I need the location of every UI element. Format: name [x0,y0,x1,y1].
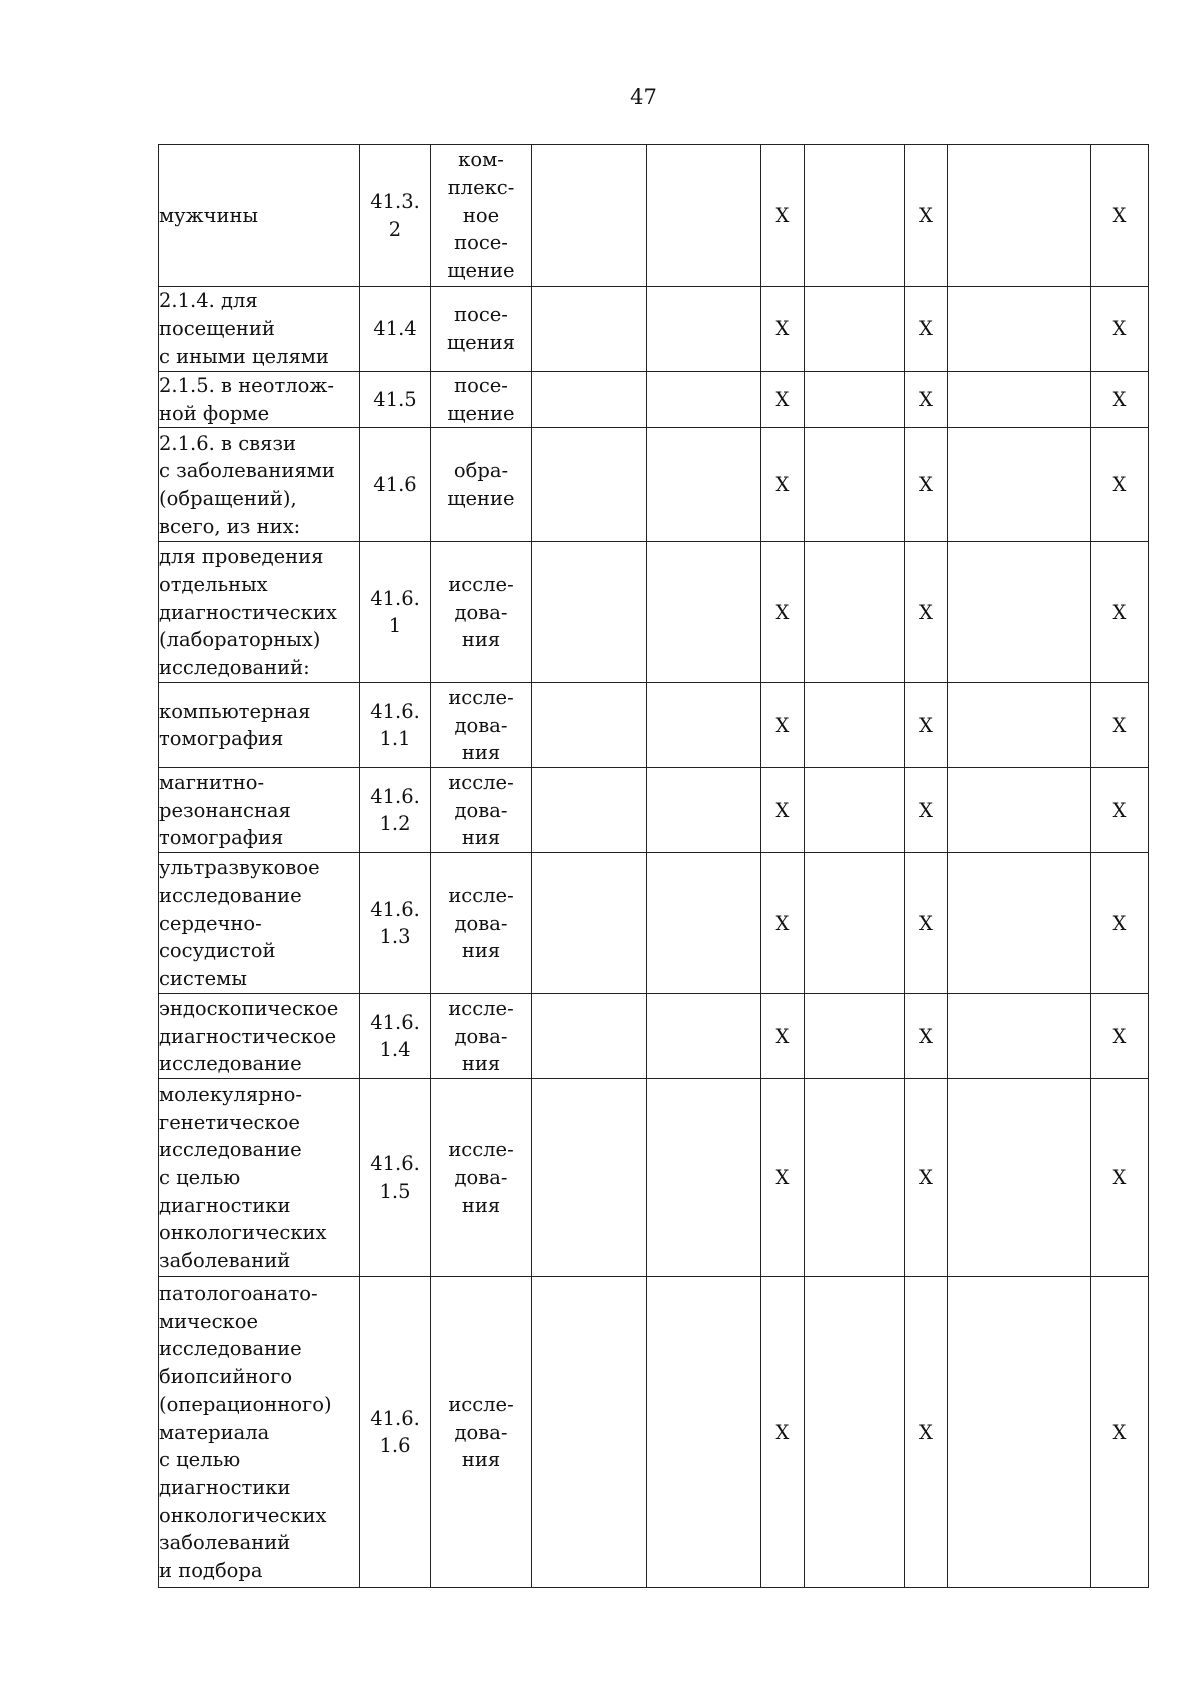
row-name-cell: магнитно- резонансная томография [159,768,360,853]
value-cell: X [1091,145,1149,287]
row-code-cell: 41.3. 2 [360,145,431,287]
value-cell: X [905,372,948,428]
value-cell [532,994,647,1079]
row-name-cell: патологоанато- мическое исследование биопсийного (операционного) материала с целью диагностики онкологических заболеваний и подбора [159,1277,360,1588]
value-cell [532,542,647,683]
table-row [159,768,1149,853]
value-cell [647,287,761,372]
value-cell: X [905,1277,948,1588]
value-cell: X [761,287,805,372]
row-unit-cell: иссле- дова- ния [431,994,532,1079]
table-row [159,287,1149,372]
row-unit-cell: иссле- дова- ния [431,683,532,768]
value-cell [647,1079,761,1277]
row-code-cell: 41.6. 1.4 [360,994,431,1079]
table-row [159,145,1149,287]
row-unit-cell: иссле- дова- ния [431,542,532,683]
row-code-cell: 41.6. 1.5 [360,1079,431,1277]
value-cell: X [1091,287,1149,372]
row-name-cell: 2.1.4. для посещений с иными целями [159,287,360,372]
row-name-cell: мужчины [159,145,360,287]
table-row [159,994,1149,1079]
value-cell: X [1091,428,1149,542]
row-unit-cell: посе- щение [431,372,532,428]
value-cell: X [905,683,948,768]
row-code-cell: 41.5 [360,372,431,428]
row-code-cell: 41.4 [360,287,431,372]
value-cell: X [761,994,805,1079]
value-cell [948,1277,1091,1588]
row-unit-cell: иссле- дова- ния [431,768,532,853]
value-cell [532,683,647,768]
value-cell: X [1091,1079,1149,1277]
value-cell [948,145,1091,287]
value-cell [647,994,761,1079]
value-cell: X [761,428,805,542]
row-code-cell: 41.6. 1.6 [360,1277,431,1588]
value-cell [532,768,647,853]
value-cell: X [1091,542,1149,683]
value-cell: X [761,683,805,768]
table-row [159,1079,1149,1277]
value-cell: X [905,1079,948,1277]
table-row [159,683,1149,768]
row-code-cell: 41.6 [360,428,431,542]
value-cell [647,145,761,287]
value-cell: X [905,145,948,287]
value-cell [805,1277,905,1588]
value-cell [647,428,761,542]
value-cell: X [1091,768,1149,853]
row-code-cell: 41.6. 1.1 [360,683,431,768]
value-cell: X [1091,853,1149,994]
page-number: 47 [630,85,657,109]
statistics-table [158,144,1149,1588]
value-cell: X [1091,994,1149,1079]
value-cell: X [905,994,948,1079]
table-row [159,853,1149,994]
row-code-cell: 41.6. 1.3 [360,853,431,994]
value-cell [532,372,647,428]
table-body [159,145,1149,1588]
value-cell [948,683,1091,768]
value-cell [647,853,761,994]
value-cell [647,1277,761,1588]
value-cell [948,853,1091,994]
value-cell: X [761,853,805,994]
row-unit-cell: иссле- дова- ния [431,1277,532,1588]
row-code-cell: 41.6. 1 [360,542,431,683]
value-cell [647,683,761,768]
value-cell [532,428,647,542]
value-cell: X [1091,372,1149,428]
value-cell: X [761,768,805,853]
value-cell [805,428,905,542]
row-name-cell: компьютерная томография [159,683,360,768]
value-cell [647,542,761,683]
value-cell [948,1079,1091,1277]
row-code-cell: 41.6. 1.2 [360,768,431,853]
value-cell [805,994,905,1079]
row-unit-cell: иссле- дова- ния [431,853,532,994]
value-cell [805,1079,905,1277]
row-name-cell: 2.1.5. в неотлож- ной форме [159,372,360,428]
row-name-cell: 2.1.6. в связи с заболеваниями (обращений), всего, из них: [159,428,360,542]
row-unit-cell: иссле- дова- ния [431,1079,532,1277]
value-cell [647,768,761,853]
value-cell [948,768,1091,853]
value-cell: X [761,1277,805,1588]
value-cell [805,683,905,768]
value-cell: X [761,372,805,428]
value-cell [532,1079,647,1277]
value-cell [805,372,905,428]
value-cell: X [905,768,948,853]
value-cell [948,287,1091,372]
row-unit-cell: посе- щения [431,287,532,372]
table-row [159,372,1149,428]
value-cell: X [1091,1277,1149,1588]
value-cell [805,145,905,287]
row-name-cell: для проведения отдельных диагностических (лабораторных) исследований: [159,542,360,683]
value-cell [948,428,1091,542]
value-cell [805,542,905,683]
value-cell [805,768,905,853]
value-cell: X [761,542,805,683]
value-cell [532,853,647,994]
value-cell [805,853,905,994]
row-name-cell: ультразвуковое исследование сердечно- сосудистой системы [159,853,360,994]
table-row [159,428,1149,542]
value-cell: X [905,428,948,542]
row-unit-cell: обра- щение [431,428,532,542]
value-cell: X [1091,683,1149,768]
value-cell [647,372,761,428]
value-cell: X [761,1079,805,1277]
value-cell [532,1277,647,1588]
row-name-cell: эндоскопическое диагностическое исследование [159,994,360,1079]
value-cell [948,372,1091,428]
value-cell [805,287,905,372]
table-row [159,542,1149,683]
row-unit-cell: ком- плекс- ное посе- щение [431,145,532,287]
value-cell: X [761,145,805,287]
value-cell: X [905,542,948,683]
value-cell [532,287,647,372]
value-cell: X [905,287,948,372]
value-cell [948,542,1091,683]
table-row [159,1277,1149,1588]
value-cell: X [905,853,948,994]
value-cell [948,994,1091,1079]
value-cell [532,145,647,287]
row-name-cell: молекулярно- генетическое исследование с целью диагностики онкологических заболеваний [159,1079,360,1277]
